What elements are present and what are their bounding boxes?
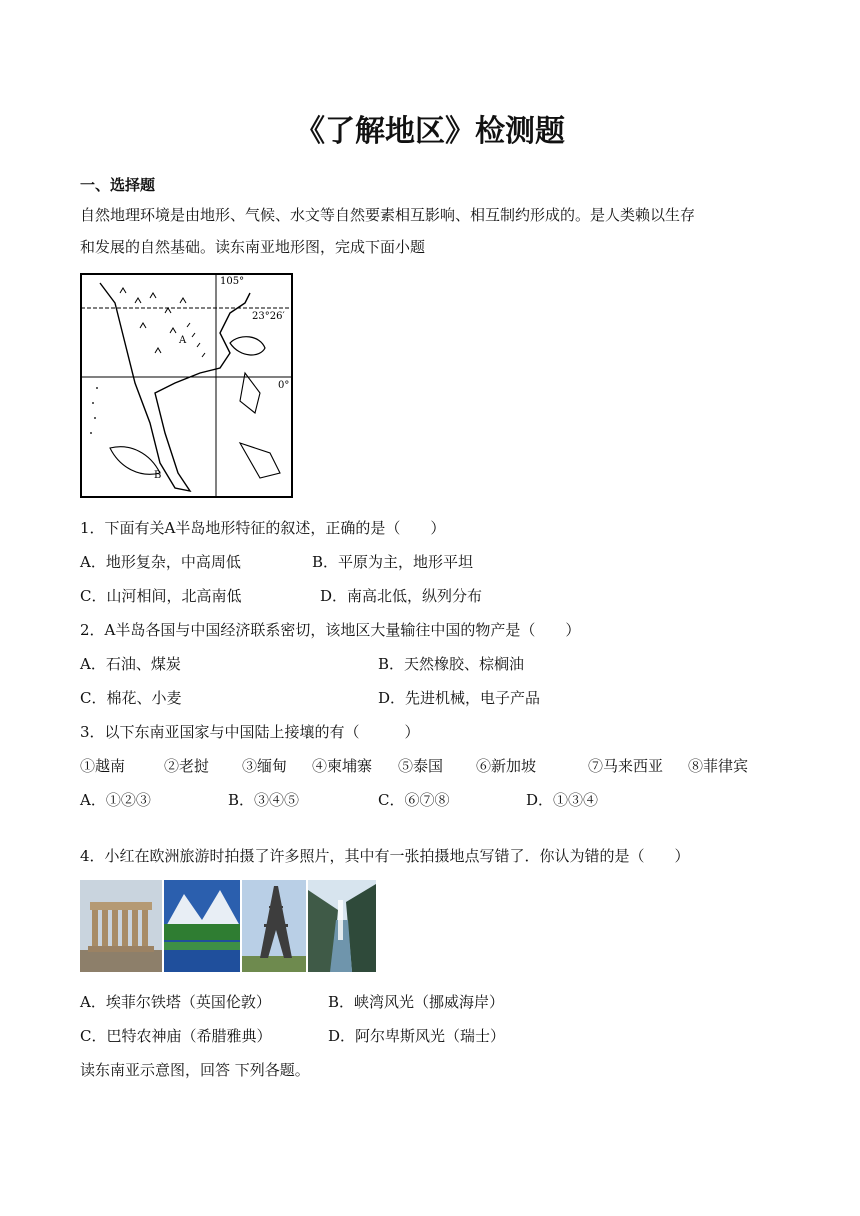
point-a-label: A (179, 335, 187, 346)
q3-option-b[interactable]: B．③④⑤ (228, 791, 300, 809)
closing-instruction: 读东南亚示意图，回答 下列各题。 (80, 1061, 310, 1079)
page-title: 《了解地区》检测题 (295, 114, 565, 149)
q3-item-1: ①越南 (80, 757, 126, 775)
tropic-label: 23°26′ (252, 311, 285, 322)
q3-item-7: ⑦马来西亚 (588, 757, 664, 775)
q4-option-c[interactable]: C．巴特农神庙（希腊雅典） (80, 1027, 272, 1045)
intro-line-1: 自然地理环境是由地形、气候、水文等自然要素相互影响、相互制约形成的。是人类赖以生存 (80, 206, 696, 224)
q3-item-5: ⑤泰国 (398, 757, 444, 775)
q3-item-2: ②老挝 (164, 757, 210, 775)
q4-option-a[interactable]: A．埃菲尔铁塔（英国伦敦） (80, 993, 271, 1011)
point-b-label: B (154, 470, 162, 481)
europe-photo-strip (80, 880, 376, 972)
fjord-photo (308, 880, 376, 972)
q3-option-a[interactable]: A．①②③ (80, 791, 151, 809)
longitude-label: 105° (220, 276, 245, 287)
q2-option-b[interactable]: B．天然橡胶、棕榈油 (378, 655, 525, 673)
intro-line-2: 和发展的自然基础。读东南亚地形图，完成下面小题 (80, 238, 426, 256)
q3-item-3: ③缅甸 (242, 757, 288, 775)
q1-option-b[interactable]: B．平原为主，地形平坦 (312, 553, 474, 571)
eiffel-tower-photo (242, 880, 306, 972)
alps-lake-photo (164, 880, 240, 972)
q1-option-c[interactable]: C．山河相间，北高南低 (80, 587, 242, 605)
southeast-asia-map (80, 273, 293, 498)
parthenon-photo (80, 880, 162, 972)
q2-option-d[interactable]: D．先进机械，电子产品 (378, 689, 541, 707)
section-heading: 一、选择题 (80, 176, 156, 194)
q3-stem: 3．以下东南亚国家与中国陆上接壤的有（ ） (80, 723, 420, 741)
q2-option-c[interactable]: C．棉花、小麦 (80, 689, 182, 707)
q3-item-8: ⑧菲律宾 (688, 757, 749, 775)
equator-label: 0° (278, 380, 290, 391)
q3-option-c[interactable]: C．⑥⑦⑧ (378, 791, 450, 809)
q4-option-d[interactable]: D．阿尔卑斯风光（瑞士） (328, 1027, 506, 1045)
q3-item-4: ④柬埔寨 (312, 757, 373, 775)
q4-stem: 4．小红在欧洲旅游时拍摄了许多照片，其中有一张拍摄地点写错了．你认为错的是（ ） (80, 847, 690, 865)
q3-option-d[interactable]: D．①③④ (526, 791, 599, 809)
q2-stem: 2．A半岛各国与中国经济联系密切，该地区大量输往中国的物产是（ ） (80, 621, 581, 639)
q4-option-b[interactable]: B．峡湾风光（挪威海岸） (328, 993, 505, 1011)
q1-option-d[interactable]: D．南高北低，纵列分布 (320, 587, 483, 605)
q1-option-a[interactable]: A．地形复杂，中高周低 (80, 553, 241, 571)
q3-item-6: ⑥新加坡 (476, 757, 537, 775)
q2-option-a[interactable]: A．石油、煤炭 (80, 655, 181, 673)
q1-stem: 1．下面有关A半岛地形特征的叙述，正确的是（ ） (80, 519, 446, 537)
